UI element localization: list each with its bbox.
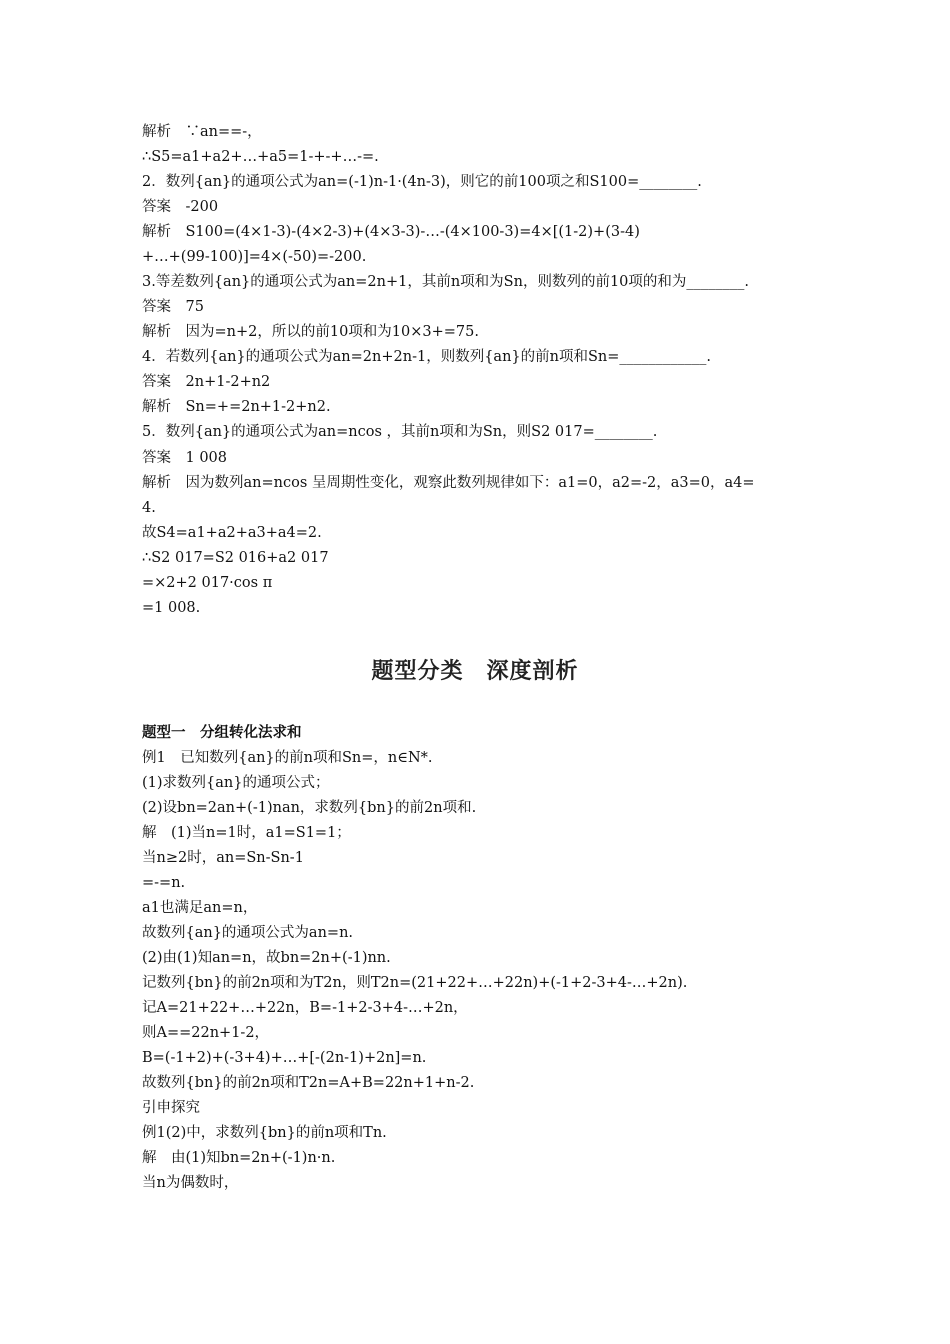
text-line: 答案 75 xyxy=(142,299,204,315)
text-line: 答案 1 008 xyxy=(142,450,228,466)
text-line: 2．数列{an}的通项公式为an=(-1)n-1·(4n-3)，则它的前100项之和S100=________. xyxy=(142,174,702,190)
text-line: 答案 -200 xyxy=(142,199,219,215)
text-line: 解析 ∵an==-， xyxy=(142,124,262,140)
text-line: 解析 Sn=+=2n+1-2+n2. xyxy=(142,399,331,415)
text-line: 故S4=a1+a2+a3+a4=2. xyxy=(142,525,322,541)
text-line: (2)由(1)知an=n，故bn=2n+(-1)nn. xyxy=(142,950,391,966)
text-line: 5．数列{an}的通项公式为an=ncos ，其前n项和为Sn，则S2 017=________. xyxy=(142,424,658,440)
text-line: =1 008. xyxy=(142,600,201,616)
section-title: 题型分类 深度剖析 xyxy=(371,659,579,684)
text-line: =-=n. xyxy=(142,875,186,891)
text-line: 引申探究 xyxy=(142,1100,200,1116)
text-line: 例1(2)中，求数列{bn}的前n项和Tn. xyxy=(142,1125,387,1141)
text-line: 解析 S100=(4×1-3)-(4×2-3)+(4×3-3)-…-(4×100-3)=4×[(1-2)+(3-4) xyxy=(142,224,640,240)
text-line: 故数列{bn}的前2n项和T2n=A+B=22n+1+n-2. xyxy=(142,1075,475,1091)
text-line: 当n≥2时，an=Sn-Sn-1 xyxy=(142,850,304,866)
text-line: a1也满足an=n， xyxy=(142,900,258,916)
text-line: 例1 已知数列{an}的前n项和Sn=，n∈N*. xyxy=(142,750,433,766)
text-line: ∴S2 017=S2 016+a2 017 xyxy=(142,550,329,566)
text-line: 解 由(1)知bn=2n+(-1)n·n. xyxy=(142,1150,336,1166)
text-line: 解 (1)当n=1时，a1=S1=1； xyxy=(142,825,351,841)
text-line: 记数列{bn}的前2n项和为T2n，则T2n=(21+22+…+22n)+(-1+2-3+4-…+2n). xyxy=(142,975,688,991)
text-line: ∴S5=a1+a2+…+a5=1-+-+…-=. xyxy=(142,149,379,165)
text-line: 解析 因为=n+2，所以的前10项和为10×3+=75. xyxy=(142,324,479,340)
text-line: 4．若数列{an}的通项公式为an=2n+2n-1，则数列{an}的前n项和Sn=____________. xyxy=(142,349,711,365)
text-line: 4. xyxy=(142,500,156,516)
text-line: 当n为偶数时， xyxy=(142,1175,239,1191)
text-line: 则A==22n+1-2， xyxy=(142,1025,270,1041)
text-line: =×2+2 017·cos π xyxy=(142,575,273,591)
text-line: B=(-1+2)+(-3+4)+…+[-(2n-1)+2n]=n. xyxy=(142,1050,427,1066)
text-line: 答案 2n+1-2+n2 xyxy=(142,374,271,390)
text-line: (1)求数列{an}的通项公式； xyxy=(142,775,330,791)
text-line: +…+(99-100)]=4×(-50)=-200. xyxy=(142,249,367,265)
text-line: (2)设bn=2an+(-1)nan，求数列{bn}的前2n项和. xyxy=(142,800,477,816)
text-line: 解析 因为数列an=ncos 呈周期性变化，观察此数列规律如下：a1=0，a2=-2，a3=0，a4= xyxy=(142,475,755,491)
text-line: 故数列{an}的通项公式为an=n. xyxy=(142,925,354,941)
text-line: 记A=21+22+…+22n，B=-1+2-3+4-…+2n， xyxy=(142,1000,468,1016)
text-line: 3.等差数列{an}的通项公式为an=2n+1，其前n项和为Sn，则数列的前10项的和为________. xyxy=(142,274,750,290)
topic-heading: 题型一 分组转化法求和 xyxy=(142,725,302,741)
